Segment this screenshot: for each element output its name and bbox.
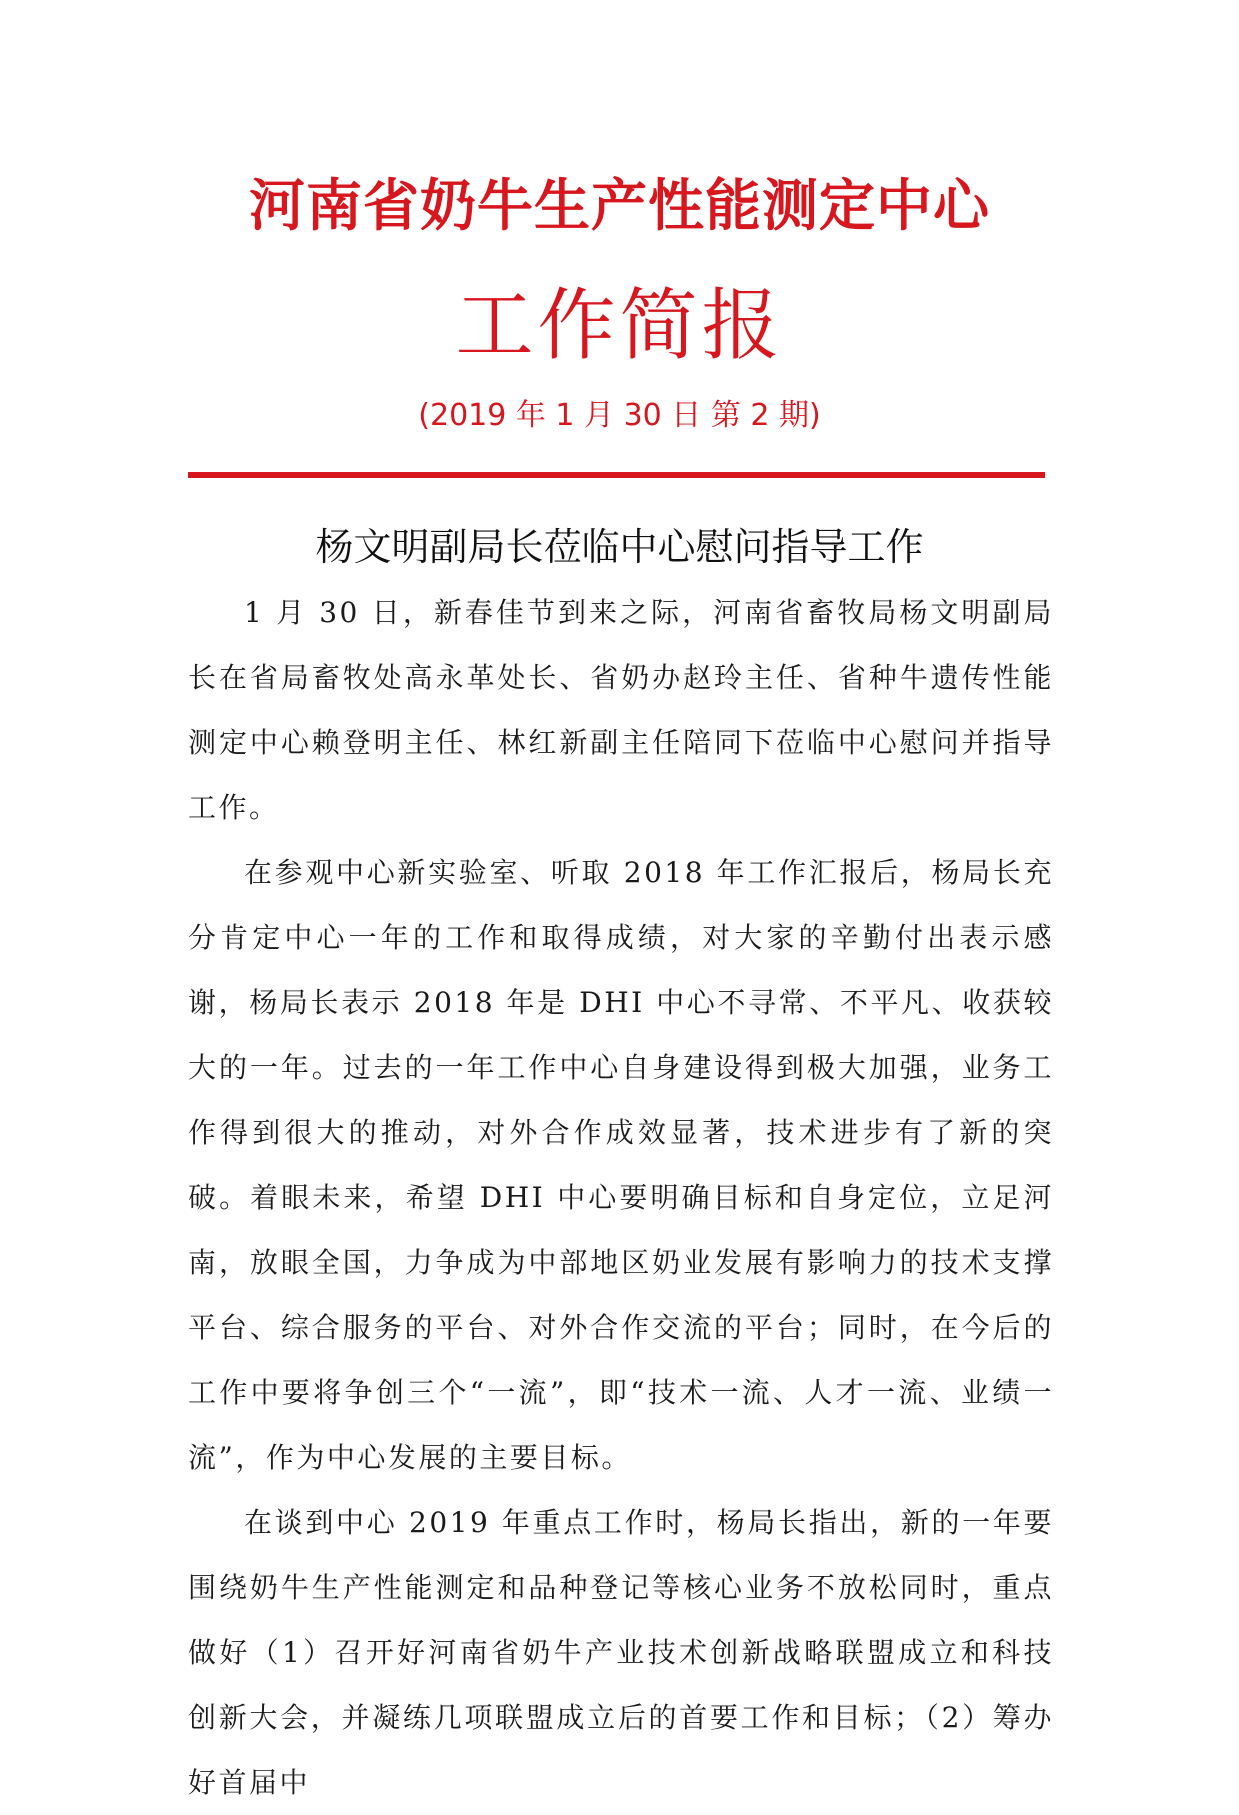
article-title: 杨文明副局长莅临中心慰问指导工作 xyxy=(315,525,924,569)
article-body xyxy=(188,580,1054,1815)
article-paragraph: 1 月 30 日，新春佳节到来之际，河南省畜牧局杨文明副局长在省局畜牧处高永革处长、省奶办赵玲主任、省种牛遗传性能测定中心赖登明主任、林红新副主任陪同下莅临中心慰问并指导工作。 xyxy=(188,596,1054,824)
org-title: 河南省奶牛生产性能测定中心 xyxy=(249,174,990,239)
article-paragraph: 在谈到中心 2019 年重点工作时，杨局长指出，新的一年要围绕奶牛生产性能测定和品种登记等核心业务不放松同时，重点做好（1）召开好河南省奶牛产业技术创新战略联盟成立和科技创新大会，并凝练几项联盟成立后的首要工作和目标；（2）筹办好首届中 xyxy=(188,1506,1054,1799)
article-paragraph: 在参观中心新实验室、听取 2018 年工作汇报后，杨局长充分肯定中心一年的工作和取得成绩，对大家的辛勤付出表示感谢，杨局长表示 2018 年是 DHI 中心不寻常、不平凡、收获较大的一年。过去的一年工作中心自身建设得到极大加强，业务工作得到很大的推动，对外合作成效显著，技术进步有了新的突破。着眼未来，希望 DHI 中心要明确目标和自身定位，立足河南，放眼全国，力争成为中部地区奶业发展有影响力的技术支撑平台、综合服务的平台、对外合作交流的平台；同时，在今后的工作中要将争创三个“一流”，即“技术一流、人才一流、业绩一流”，作为中心发展的主要目标。 xyxy=(188,856,1054,1474)
header-divider xyxy=(188,472,1045,478)
brief-title: 工作简报 xyxy=(455,281,784,371)
issue-date-line: (2019 年 1 月 30 日 第 2 期) xyxy=(418,398,821,433)
